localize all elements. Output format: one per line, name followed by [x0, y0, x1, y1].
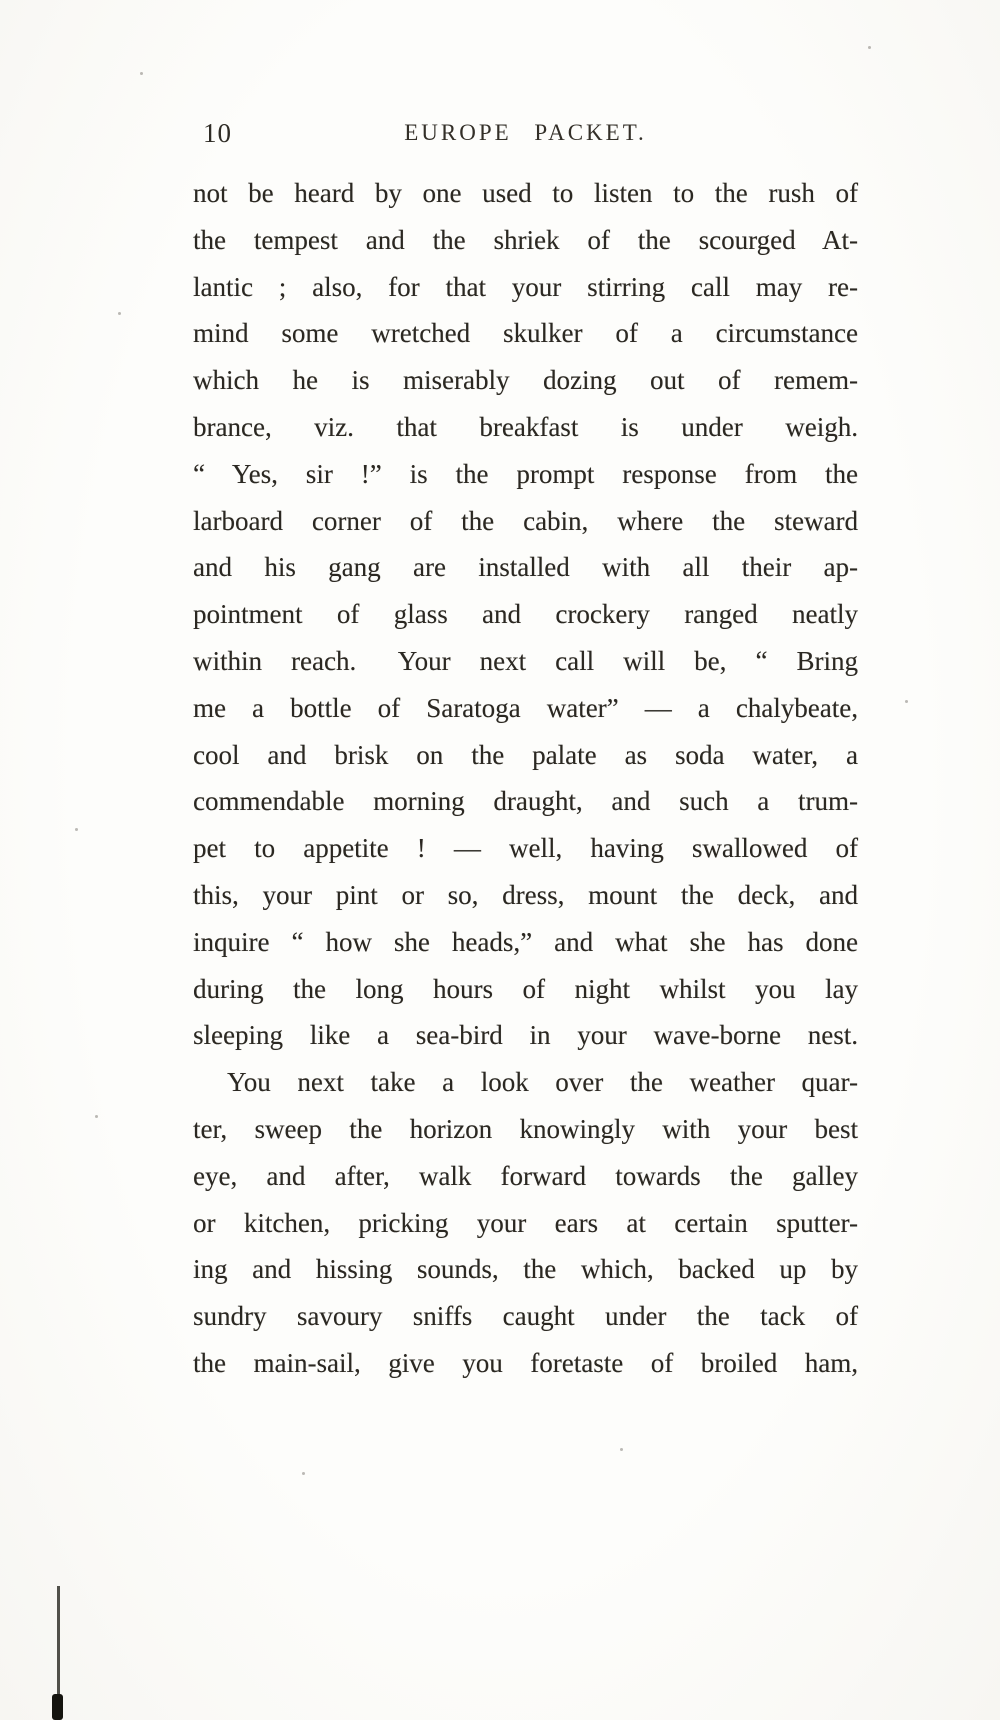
text-line: pointment of glass and crockery ranged neatly — [193, 599, 858, 630]
scan-speckle — [620, 1448, 623, 1451]
text-line: larboard corner of the cabin, where the steward — [193, 505, 858, 536]
page-number: 10 — [203, 118, 232, 148]
text-line: sleeping like a sea-bird in your wave-borne nest. — [193, 1020, 858, 1051]
text-line: “ Yes, sir !” is the prompt response from the — [193, 458, 858, 489]
scan-speckle — [302, 1472, 305, 1475]
text-line: this, your pint or so, dress, mount the deck, and — [193, 879, 858, 910]
text-line: pet to appetite ! — well, having swallowed of — [193, 833, 858, 864]
text-line: or kitchen, pricking your ears at certain sputter- — [193, 1207, 858, 1238]
text-line: commendable morning draught, and such a trum- — [193, 786, 858, 817]
scan-speckle — [118, 312, 121, 315]
running-title: EUROPE PACKET. — [404, 120, 647, 145]
scan-speckle — [140, 72, 143, 75]
text-line: which he is miserably dozing out of remem- — [193, 365, 858, 396]
text-line: ing and hissing sounds, the which, backed up by — [193, 1254, 858, 1285]
scan-speckle — [905, 700, 908, 703]
text-line: inquire “ how she heads,” and what she has done — [193, 926, 858, 957]
text-line: the tempest and the shriek of the scourged At- — [193, 224, 858, 255]
body-text — [193, 170, 858, 1387]
text-line: brance, viz. that breakfast is under weigh. — [193, 411, 858, 442]
text-line: ter, sweep the horizon knowingly with your best — [193, 1113, 858, 1144]
text-line: sundry savoury sniffs caught under the tack of — [193, 1301, 858, 1332]
scan-speckle — [868, 46, 871, 49]
text-line: cool and brisk on the palate as soda water, a — [193, 739, 858, 770]
text-line: eye, and after, walk forward towards the galley — [193, 1160, 858, 1191]
text-line: within reach. Your next call will be, “ Bring — [193, 645, 858, 676]
text-line: mind some wretched skulker of a circumstance — [193, 318, 858, 349]
text-line: during the long hours of night whilst you lay — [193, 973, 858, 1004]
text-line: the main-sail, give you foretaste of broiled ham, — [193, 1347, 858, 1378]
text-line: me a bottle of Saratoga water” — a chalybeate, — [193, 692, 858, 723]
page-header — [193, 118, 858, 152]
scan-speckle — [95, 1115, 98, 1118]
scan-speckle — [75, 828, 78, 831]
text-line: lantic ; also, for that your stirring call may re- — [193, 271, 858, 302]
scan-ink-blob — [52, 1694, 63, 1720]
text-line: and his gang are installed with all their ap- — [193, 552, 858, 583]
text-line: You next take a look over the weather quar- — [227, 1067, 858, 1098]
text-line: not be heard by one used to listen to the rush of — [193, 178, 858, 208]
